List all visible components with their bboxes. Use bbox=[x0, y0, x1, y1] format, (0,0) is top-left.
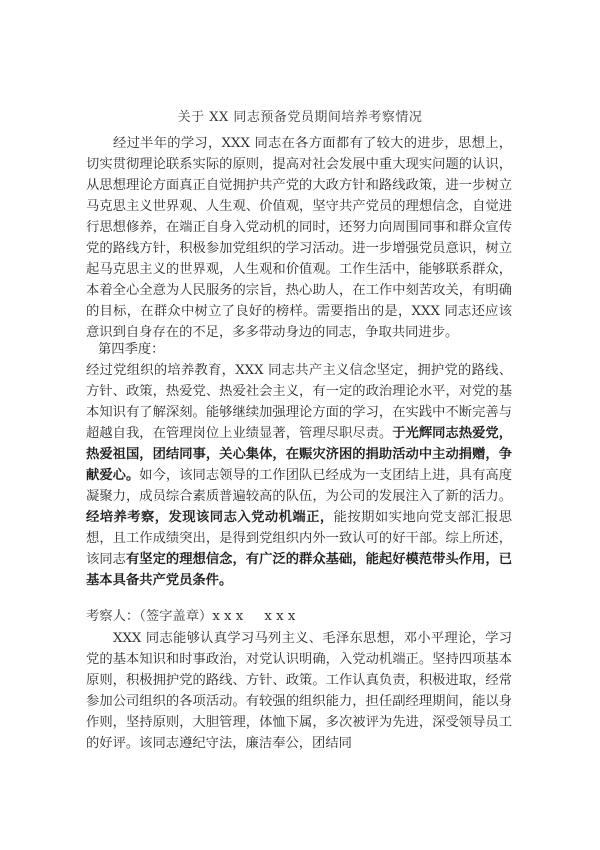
assessment-paragraph-3: XXX 同志能够认真学习马列主义、毛泽东思想，邓小平理论，学习党的基本知识和时事政治，对党认识明确，入党动机端正。坚持四项基本原则，积极拥护党的路线、方针、政策。工作认真负责，积极进取，经常参加公司组织的各项活动。有较强的组织能力，担任副经理期间，能以身作则，坚持原则，大胆管理，体恤下属，多次被评为先进，深受领导员工的好评。该同志遵纪守法，廉洁奉公，团结同 bbox=[86, 631, 512, 751]
q4-text-bold-1: 于光辉同志热爱党，热爱祖国，团结同事，关心集体，在赈灾济困的捐助活动中主动捐赠，争献爱心。 bbox=[86, 426, 513, 483]
assessment-paragraph-1: 经过半年的学习，XXX 同志在各方面都有了较大的进步，思想上，切实贯彻理论联系实际的原则，提高对社会发展中重大现实问题的认识，从思想理论方面真正自觉拥护共产党的大政方针和路线政策，进一步树立马克思主义世界观、人生观、价值观，坚守共产党员的理想信念，自觉进行思想修养，在端正自身入党动机的同时，还努力向周围同事和群众宣传党的路线方针，积极参加党组织的学习活动。进一步增强党员意识，树立起马克思主义的世界观，人生观和价值观。工作生活中，能够联系群众，本着全心全意为人民服务的宗旨，热心助人，在工作中刻苦攻关，有明确的目标，在群众中树立了良好的榜样。需要指出的是，XXX 同志还应该意识到自身存在的不足，多多带动身边的同志，争取共同进步。 bbox=[86, 136, 512, 340]
assessment-paragraph-q4 bbox=[86, 360, 512, 591]
fourth-quarter-heading: 第四季度： bbox=[98, 342, 165, 357]
q4-text-part-1: 经过党组织的培养教育，XXX 同志共产主义信念坚定，拥护党的路线、方针、政策，热爱党、热爱社会主义，有一定的政治理论水平，对党的基本知识有了解深刻。能够继续加强理论方面的学习，在实践中不断完善与超越自我，在管理岗位上业绩显著，管理尽职尽责。 bbox=[86, 363, 512, 441]
q4-text-part-3: 能按期如实地向党支部汇报思想，且工作成绩突出，是得到党组织内外一致认可的好干部。综上所述，该同志 bbox=[86, 510, 513, 567]
document-title: 关于 XX 同志预备党员期间培养考察情况 bbox=[177, 110, 423, 125]
q4-text-part-2: 如今，该同志领导的工作团队已经成为一支团结上进，具有高度凝聚力，成员综合素质普遍较高的队伍，为公司的发展注入了新的活力。 bbox=[86, 468, 513, 504]
q4-text-bold-2: 经培养考察，发现该同志入党动机端正， bbox=[86, 510, 334, 525]
examiner-signature-line: 考察人：（签字盖章）x x x x x x bbox=[86, 609, 296, 624]
q4-text-bold-3: 有坚定的理想信念，有广泛的群众基础，能起好模范带头作用，已基本具备共产党员条件。 bbox=[86, 552, 513, 588]
